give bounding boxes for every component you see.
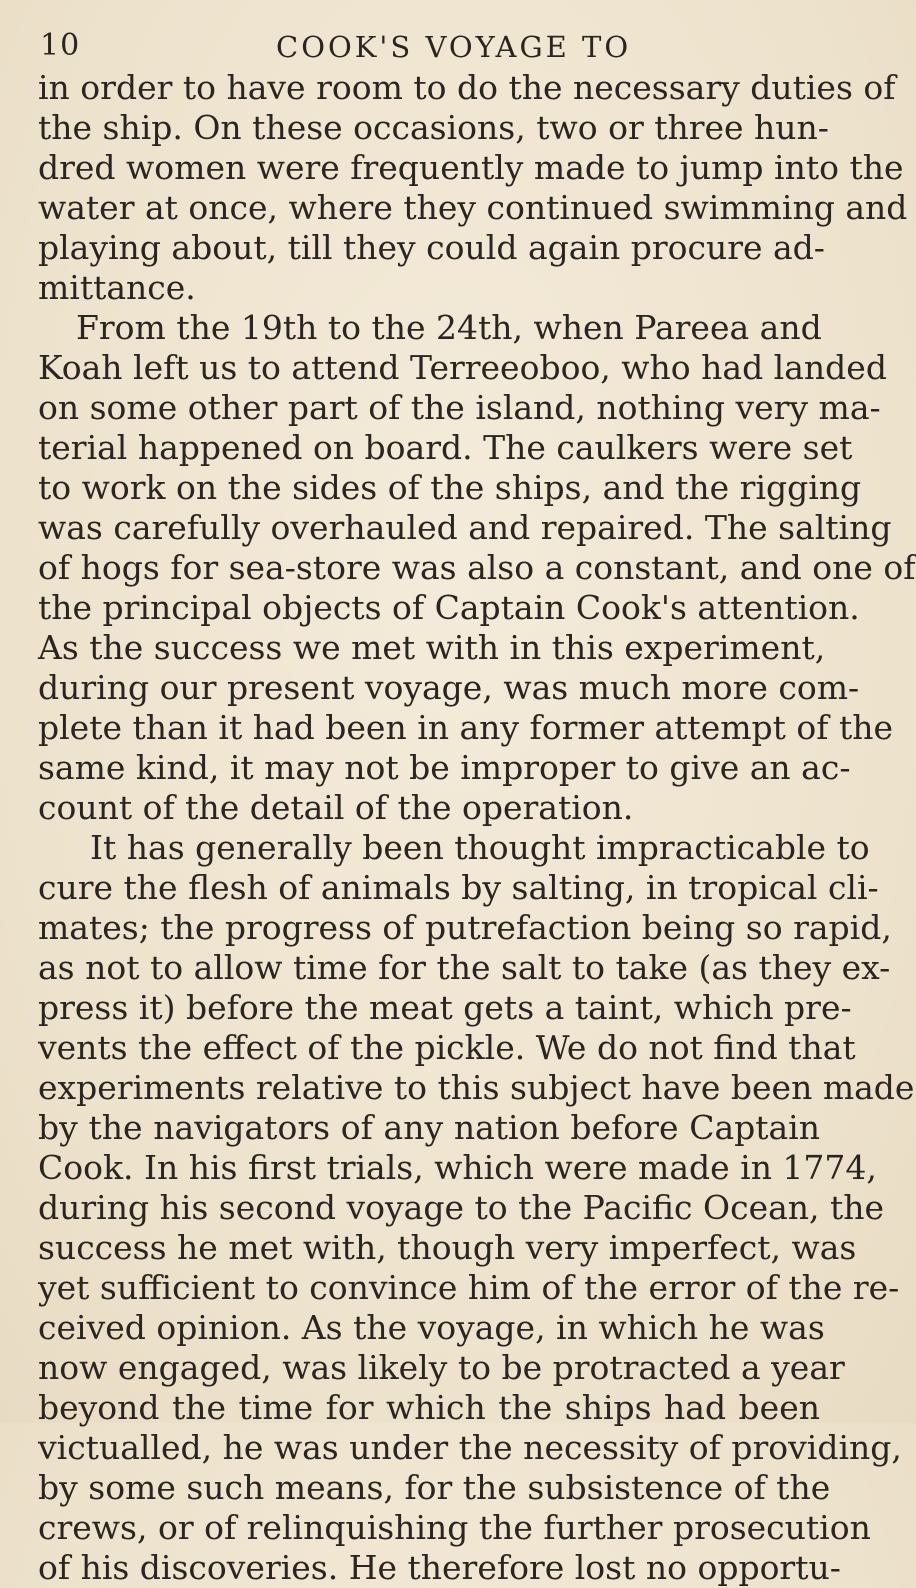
text-line: yet sufficient to convince him of the error of the re- (38, 1268, 900, 1307)
text-line: to work on the sides of the ships, and the rigging (38, 468, 862, 507)
text-line: victualled, he was under the necessity of providing, (38, 1428, 902, 1467)
text-line: as not to allow time for the salt to take (as they ex- (38, 948, 891, 987)
text-line: mittance. (38, 268, 196, 307)
paragraph-start-line: From the 19th to the 24th, when Pareea and (76, 308, 822, 347)
text-line: now engaged, was likely to be protracted a year (38, 1348, 845, 1387)
text-line: experiments relative to this subject have been made (38, 1068, 915, 1107)
page-number: 10 (40, 28, 81, 63)
text-line: beyond the time for which the ships had been (38, 1388, 820, 1427)
running-head (40, 28, 782, 68)
text-line: dred women were frequently made to jump into the (38, 148, 904, 187)
text-line: was carefully overhauled and repaired. The salting (38, 508, 892, 547)
text-line: water at once, where they continued swimming and (38, 188, 908, 227)
running-head-title: COOK'S VOYAGE TO (276, 30, 632, 64)
text-line: by some such means, for the subsistence of the (38, 1468, 831, 1507)
text-line: terial happened on board. The caulkers were set (38, 428, 853, 467)
text-line: success he met with, though very imperfect, was (38, 1228, 857, 1267)
text-line: vents the effect of the pickle. We do not find that (38, 1028, 856, 1067)
text-line: crews, or of relinquishing the further prosecution (38, 1508, 871, 1547)
text-line: count of the detail of the operation. (38, 788, 634, 827)
text-line: on some other part of the island, nothing very ma- (38, 388, 881, 427)
text-line: cure the flesh of animals by salting, in tropical cli- (38, 868, 879, 907)
text-line: in order to have room to do the necessary duties of (38, 68, 896, 107)
text-line: the ship. On these occasions, two or three hun- (38, 108, 829, 147)
text-line: same kind, it may not be improper to give an ac- (38, 748, 851, 787)
text-line: Koah left us to attend Terreeoboo, who had landed (38, 348, 887, 387)
text-line: of hogs for sea-store was also a constant, and one of (38, 548, 916, 587)
text-line: playing about, till they could again procure ad- (38, 228, 825, 267)
text-line: plete than it had been in any former attempt of the (38, 708, 894, 747)
text-line: press it) before the meat gets a taint, which pre- (38, 988, 852, 1027)
body-text (38, 68, 916, 1588)
text-line: As the success we met with in this experiment, (38, 628, 826, 667)
text-line: during our present voyage, was much more com- (38, 668, 860, 707)
text-line: during his second voyage to the Pacific Ocean, the (38, 1188, 885, 1227)
text-line: of his discoveries. He therefore lost no opportu- (38, 1548, 841, 1587)
text-line: the principal objects of Captain Cook's attention. (38, 588, 860, 627)
paragraph-start-line: It has generally been thought impracticable to (90, 828, 870, 867)
text-line: mates; the progress of putrefaction being so rapid, (38, 908, 892, 947)
text-line: Cook. In his first trials, which were made in 1774, (38, 1148, 877, 1187)
text-line: by the navigators of any nation before Captain (38, 1108, 820, 1147)
text-line: ceived opinion. As the voyage, in which he was (38, 1308, 825, 1347)
